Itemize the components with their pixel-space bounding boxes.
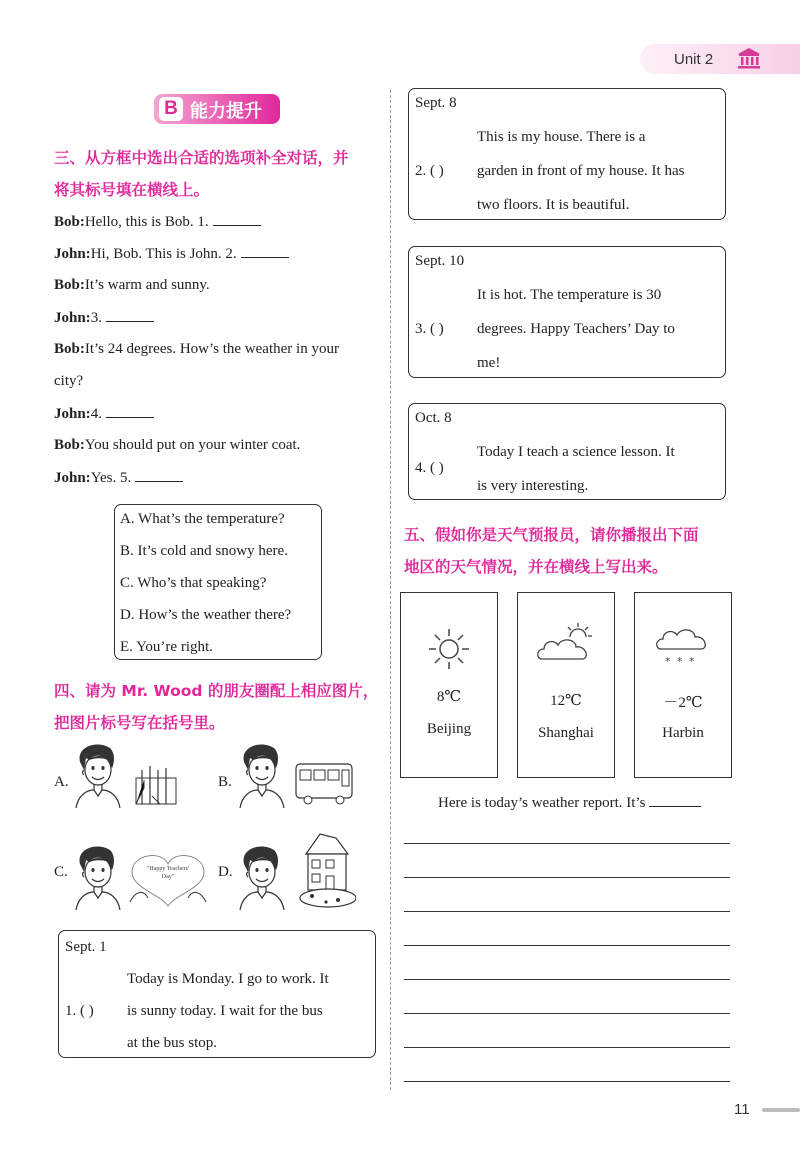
weather-box-harbin [634,592,732,778]
partly-cloudy-icon [536,621,598,665]
section-b-badge [154,94,280,124]
diary-card-4 [408,403,726,500]
diary-date: Sept. 1 [65,939,107,955]
city-name: Beijing [426,721,472,737]
diary-card-2 [408,88,726,220]
diary-date: Oct. 8 [415,410,452,426]
q4-instruction-2: 把图片标号写在括号里。 [54,714,225,732]
page-number: 11 [734,1101,750,1118]
svg-text:*: * [689,655,695,668]
diary-date: Sept. 10 [415,253,465,269]
picture-c-man-card-icon [72,832,232,912]
snow-icon [655,625,713,669]
unit-tab [640,44,800,74]
section-title: 能力提升 [190,101,262,122]
unit-label: Unit 2 [674,51,714,68]
writing-line[interactable] [404,877,730,878]
dialogue-line: Bob:You should put on your winter coat. [54,437,301,453]
diary-1-answer-bracket[interactable]: 1. ( ) [65,1003,94,1019]
diary-text-line: is very interesting. [477,478,589,494]
diary-text-line: is sunny today. I wait for the bus [127,1003,323,1019]
writing-line[interactable] [404,1081,730,1082]
picture-b-man-bus-icon [236,740,356,810]
section-letter: B [159,97,183,121]
diary-text-line: It is hot. The temperature is 30 [477,287,662,303]
writing-line[interactable] [404,1013,730,1014]
diary-text-line: degrees. Happy Teachers’ Day to [477,321,675,337]
svg-text:*: * [677,655,683,668]
building-icon [736,46,762,70]
q5-instruction-1: 五、假如你是天气预报员，请你播报出下面 [404,526,699,544]
city-name: Shanghai [538,725,594,741]
option-item: C. Who’s that speaking? [120,575,267,591]
card-text-1: "Happy Teachers' [146,866,190,872]
card-text-2: Day" [161,874,175,880]
dialogue-line: Bob:Hello, this is Bob. 1. [54,213,261,231]
option-item: B. It’s cold and snowy here. [120,543,288,559]
dialogue-line: Bob:It’s 24 degrees. How’s the weather in your [54,341,339,357]
column-divider [390,90,391,1090]
picture-label-a: A. [54,774,69,790]
dialogue-line: John:Yes. 5. [54,469,183,487]
dialogue-line: Bob:It’s warm and sunny. [54,277,210,293]
diary-3-answer-bracket[interactable]: 3. ( ) [415,321,444,337]
diary-text-line: This is my house. There is a [477,129,646,145]
temperature: 8℃ [436,689,462,705]
dialogue-line: city? [54,373,84,389]
weather-box-beijing [400,592,498,778]
q4-instruction-1: 四、请为 Mr. Wood 的朋友圈配上相应图片， [54,682,379,700]
temperature: －2℃ [663,695,703,711]
options-box [114,504,322,660]
picture-label-b: B. [218,774,232,790]
diary-4-answer-bracket[interactable]: 4. ( ) [415,460,444,476]
city-name: Harbin [662,725,704,741]
q3-instruction-1: 三、从方框中选出合适的选项补全对话，并 [54,149,349,167]
diary-text-line: Today is Monday. I go to work. It [127,971,329,987]
q3-instruction-2: 将其标号填在横线上。 [54,181,210,199]
picture-d-man-house-icon [236,832,356,912]
dialogue-line: John:3. [54,309,154,327]
page-number-bar [762,1108,800,1112]
picture-label-c: C. [54,864,68,880]
q5-instruction-2: 地区的天气情况，并在横线上写出来。 [404,558,668,576]
weather-box-shanghai [517,592,615,778]
writing-line[interactable] [404,979,730,980]
option-item: E. You’re right. [120,639,213,655]
dialogue-line: John:Hi, Bob. This is John. 2. [54,245,289,263]
diary-card-3 [408,246,726,378]
diary-text-line: two floors. It is beautiful. [477,197,630,213]
writing-line[interactable] [404,911,730,912]
writing-line[interactable] [404,843,730,844]
svg-text:*: * [665,655,671,668]
dialogue-line: John:4. [54,405,154,423]
report-start: Here is today’s weather report. It’s [438,794,701,812]
option-item: D. How’s the weather there? [120,607,292,623]
sun-icon [427,627,471,671]
diary-text-line: at the bus stop. [127,1035,217,1051]
writing-line[interactable] [404,1047,730,1048]
picture-a-man-lab-icon [72,740,182,810]
writing-line[interactable] [404,945,730,946]
option-item: A. What’s the temperature? [120,511,285,527]
diary-text-line: garden in front of my house. It has [477,163,685,179]
diary-card-1 [58,930,376,1058]
diary-text-line: me! [477,355,501,371]
diary-text-line: Today I teach a science lesson. It [477,444,675,460]
picture-label-d: D. [218,864,233,880]
diary-2-answer-bracket[interactable]: 2. ( ) [415,163,444,179]
temperature: 12℃ [550,693,582,709]
diary-date: Sept. 8 [415,95,457,111]
